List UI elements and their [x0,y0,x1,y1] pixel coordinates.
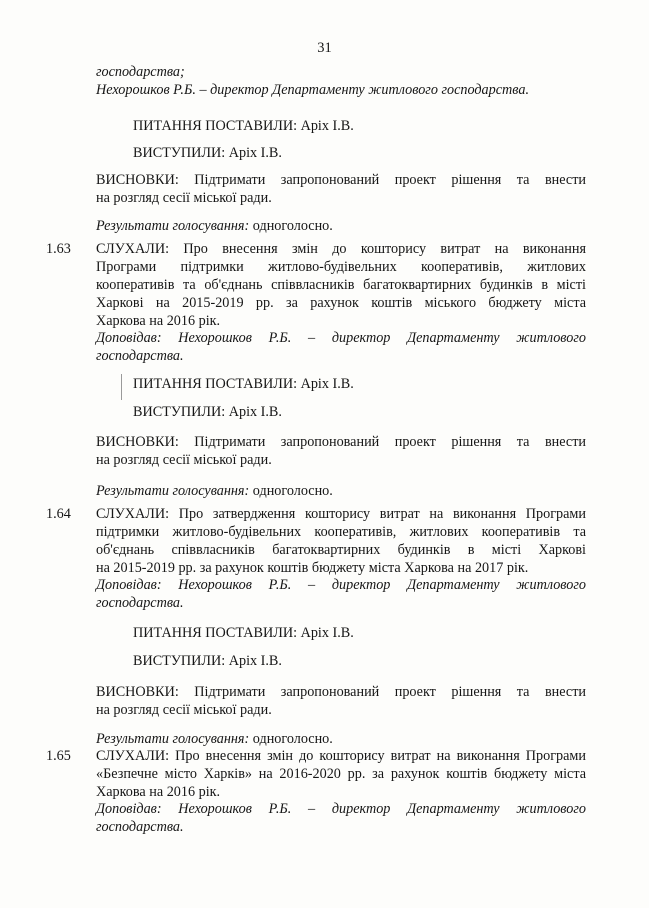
speaker-line-2: господарства. [96,819,184,835]
intro-line-2: Нехорошков Р.Б. – директор Департаменту житлового господарства. [96,82,529,98]
item-line: Харкова на 2016 рік. [96,313,221,329]
item-number: 1.63 [46,241,71,257]
conclusion-line-2: на розгляд сесії міської ради. [96,702,272,718]
conclusion-line-1: ВИСНОВКИ: Підтримати запропонований проект рішення та внести [96,172,586,188]
item-line: на 2015-2019 рр. за рахунок коштів бюджету міста Харкова на 2017 рік. [96,560,529,576]
vote-label: Результати голосування: [96,731,250,747]
speaker-line-2: господарства. [96,348,184,364]
page-number: 31 [317,40,332,56]
intro-line-1: господарства; [96,64,185,80]
spoke: ВИСТУПИЛИ: Аріх І.В. [133,653,282,669]
item-number: 1.65 [46,748,71,764]
conclusion-line-2: на розгляд сесії міської ради. [96,452,272,468]
speaker-line-1: Доповідав: Нехорошков Р.Б. – директор Департаменту житлового [96,330,586,346]
conclusion-line-2: на розгляд сесії міської ради. [96,190,272,206]
speaker-line-1: Доповідав: Нехорошков Р.Б. – директор Департаменту житлового [96,577,586,593]
vote-value: одноголосно. [252,731,333,747]
item-line: СЛУХАЛИ: Про внесення змін до кошторису витрат на виконання [96,241,586,257]
vote-label: Результати голосування: [96,218,250,234]
item-line: СЛУХАЛИ: Про внесення змін до кошторису витрат на виконання Програми [96,748,586,764]
margin-mark [121,374,122,400]
item-line: Харкова на 2016 рік. [96,784,221,800]
conclusion-line-1: ВИСНОВКИ: Підтримати запропонований проект рішення та внести [96,434,586,450]
vote-value: одноголосно. [252,483,333,499]
item-line: об'єднань співвласників багатоквартирних будинків в місті Харкові [96,542,586,558]
conclusion-line-1: ВИСНОВКИ: Підтримати запропонований проект рішення та внести [96,684,586,700]
raised-by: ПИТАННЯ ПОСТАВИЛИ: Аріх І.В. [133,625,354,641]
raised-by: ПИТАННЯ ПОСТАВИЛИ: Аріх І.В. [133,118,354,134]
item-number: 1.64 [46,506,71,522]
item-line: підтримки житлово-будівельних кооперативів, житлових кооперативів та [96,524,586,540]
spoke: ВИСТУПИЛИ: Аріх І.В. [133,404,282,420]
speaker-line-1: Доповідав: Нехорошков Р.Б. – директор Департаменту житлового [96,801,586,817]
vote-value: одноголосно. [252,218,333,234]
speaker-line-2: господарства. [96,595,184,611]
vote-result [96,483,333,500]
vote-result [96,218,333,235]
raised-by: ПИТАННЯ ПОСТАВИЛИ: Аріх І.В. [133,376,354,392]
item-line: «Безпечне місто Харків» на 2016-2020 рр. за рахунок коштів бюджету міста [96,766,586,782]
item-line: Програми підтримки житлово-будівельних кооперативів, житлових [96,259,586,275]
item-line: СЛУХАЛИ: Про затвердження кошторису витрат на виконання Програми [96,506,586,522]
vote-result [96,731,333,748]
vote-label: Результати голосування: [96,483,250,499]
spoke: ВИСТУПИЛИ: Аріх І.В. [133,145,282,161]
item-line: кооперативів та об'єднань співвласників багатоквартирних будинків в місті [96,277,586,293]
item-line: Харкові на 2015-2019 рр. за рахунок коштів міського бюджету міста [96,295,586,311]
